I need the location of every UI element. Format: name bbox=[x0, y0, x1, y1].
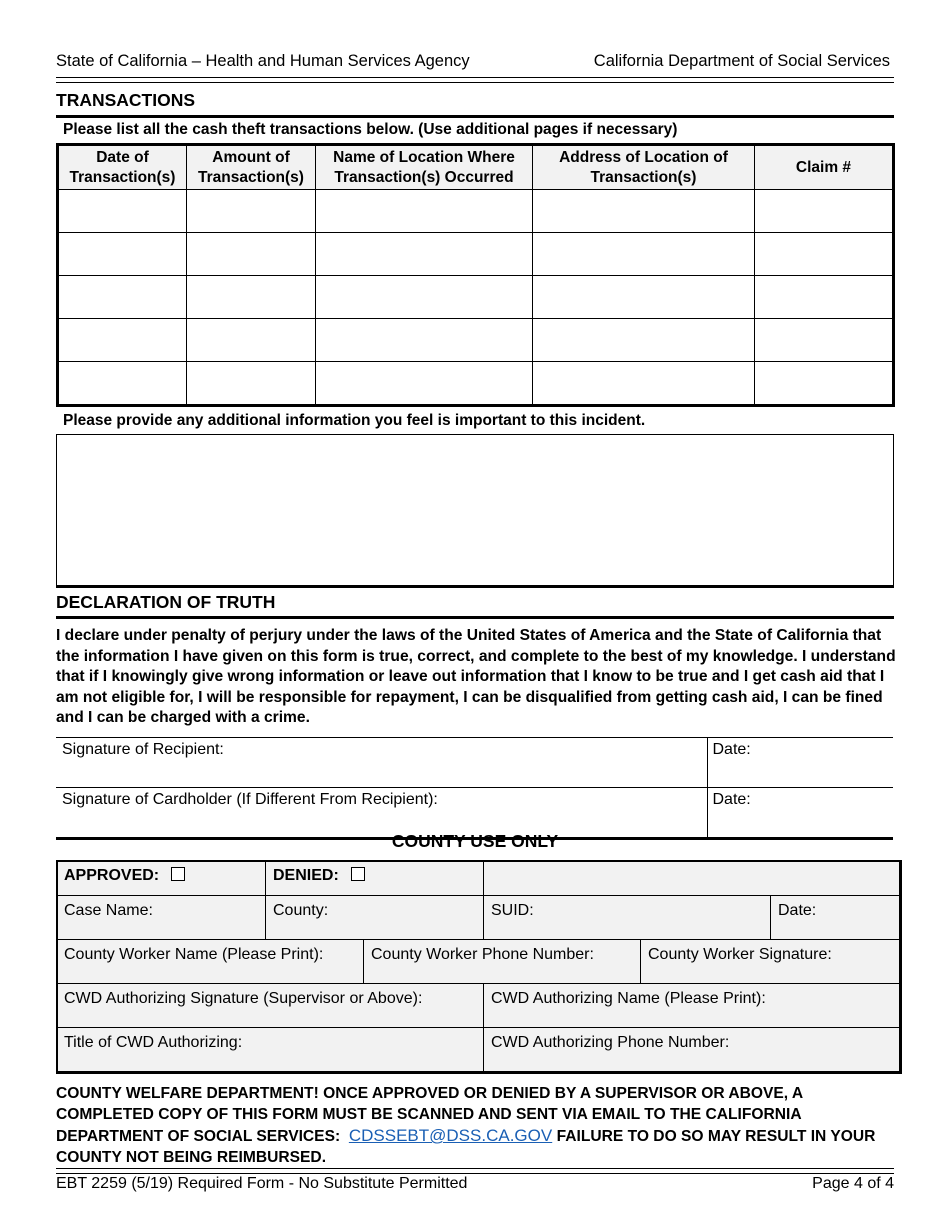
table-cell-input[interactable] bbox=[187, 276, 316, 319]
worker-signature-field[interactable] bbox=[641, 940, 902, 985]
transactions-rule bbox=[56, 115, 894, 118]
county-row-case bbox=[56, 895, 902, 941]
recipient-signature-row bbox=[56, 738, 893, 788]
suid-field[interactable] bbox=[484, 896, 771, 941]
county-row-worker bbox=[56, 939, 902, 985]
cardholder-date-label: Date: bbox=[712, 791, 751, 808]
table-cell-input[interactable] bbox=[533, 276, 755, 319]
county-row-cwd-auth bbox=[56, 983, 902, 1029]
table-cell-input[interactable] bbox=[58, 362, 187, 406]
column-header-claim: Claim # bbox=[755, 145, 894, 190]
table-cell-input[interactable] bbox=[58, 276, 187, 319]
county-row-approval bbox=[56, 860, 902, 897]
approved-checkbox[interactable] bbox=[171, 867, 185, 881]
table-cell-input[interactable] bbox=[533, 233, 755, 276]
table-cell-input[interactable] bbox=[316, 319, 533, 362]
table-row bbox=[58, 319, 894, 362]
recipient-date-label: Date: bbox=[712, 741, 751, 758]
table-cell-input[interactable] bbox=[755, 362, 894, 406]
county-notice bbox=[56, 1083, 901, 1168]
department-name: California Department of Social Services bbox=[593, 52, 890, 70]
cwd-signature-label: CWD Authorizing Signature (Supervisor or Above): bbox=[64, 990, 423, 1007]
table-cell-input[interactable] bbox=[316, 362, 533, 406]
recipient-signature-field[interactable] bbox=[56, 738, 707, 788]
cwd-title-label: Title of CWD Authorizing: bbox=[64, 1034, 243, 1051]
table-cell-input[interactable] bbox=[187, 362, 316, 406]
table-cell-input[interactable] bbox=[58, 190, 187, 233]
column-header-location-name: Name of Location Where Transaction(s) Occurred bbox=[316, 145, 533, 190]
table-cell-input[interactable] bbox=[187, 233, 316, 276]
declaration-text: I declare under penalty of perjury under the laws of the United States of America and the State of California that the information I have given on this form is true, correct, and complete to the best of my knowledge. I understand that if I knowingly give wrong information or leave out information that I know to be true and I get cash aid that I am not eligible for, I will be responsible for repayment, I can be disqualified from getting cash aid, I can be fined and I can be charged with a crime. bbox=[56, 627, 896, 726]
notice-email-link[interactable]: CDSSEBT@DSS.CA.GOV bbox=[348, 1126, 553, 1145]
table-row bbox=[58, 362, 894, 406]
column-header-location-address: Address of Location of Transaction(s) bbox=[533, 145, 755, 190]
cardholder-signature-label: Signature of Cardholder (If Different From Recipient): bbox=[62, 791, 438, 808]
county-date-field[interactable] bbox=[771, 896, 902, 941]
page-number: Page 4 of 4 bbox=[812, 1175, 894, 1192]
county-label: County: bbox=[273, 902, 329, 919]
agency-name: State of California – Health and Human Services Agency bbox=[56, 52, 470, 70]
header-rule bbox=[56, 77, 894, 83]
column-header-date: Date of Transaction(s) bbox=[58, 145, 187, 190]
table-cell-input[interactable] bbox=[187, 319, 316, 362]
denied-cell[interactable] bbox=[266, 861, 484, 897]
case-name-label: Case Name: bbox=[64, 902, 153, 919]
table-cell-input[interactable] bbox=[755, 319, 894, 362]
table-cell-input[interactable] bbox=[316, 190, 533, 233]
county-field[interactable] bbox=[266, 896, 484, 941]
worker-signature-label: County Worker Signature: bbox=[648, 946, 832, 963]
notice-text-after: FAILURE TO DO SO MAY RESULT IN YOUR COUNTY NOT BEING REIMBURSED. bbox=[56, 1128, 876, 1166]
table-cell-input[interactable] bbox=[316, 276, 533, 319]
worker-phone-field[interactable] bbox=[364, 940, 641, 985]
transactions-header-row bbox=[58, 145, 894, 190]
additional-info-field[interactable] bbox=[56, 434, 894, 588]
denied-checkbox[interactable] bbox=[351, 867, 365, 881]
approval-blank-cell bbox=[484, 861, 902, 897]
table-row bbox=[58, 233, 894, 276]
transactions-instruction: Please list all the cash theft transactions below. (Use additional pages if necessary) bbox=[63, 121, 678, 138]
recipient-date-field[interactable] bbox=[707, 738, 893, 788]
signature-table bbox=[56, 737, 893, 840]
table-cell-input[interactable] bbox=[755, 190, 894, 233]
table-cell-input[interactable] bbox=[755, 233, 894, 276]
table-cell-input[interactable] bbox=[187, 190, 316, 233]
cwd-title-field[interactable] bbox=[57, 1028, 484, 1074]
approved-cell[interactable] bbox=[57, 861, 266, 897]
table-cell-input[interactable] bbox=[58, 233, 187, 276]
cwd-name-label: CWD Authorizing Name (Please Print): bbox=[491, 990, 766, 1007]
table-row bbox=[58, 276, 894, 319]
approved-label: APPROVED: bbox=[64, 867, 160, 884]
county-date-label: Date: bbox=[778, 902, 817, 919]
denied-label: DENIED: bbox=[273, 867, 339, 884]
county-use-title: COUNTY USE ONLY bbox=[391, 831, 559, 851]
case-name-field[interactable] bbox=[57, 896, 266, 941]
notice-text-before: COUNTY WELFARE DEPARTMENT! ONCE APPROVED OR DENIED BY A SUPERVISOR OR ABOVE, A COMPLETED COPY OF THIS FORM MUST BE SCANNED AND SENT VIA EMAIL TO THE CALIFORNIA DEPARTMENT OF SOCIAL SERVICES: bbox=[56, 1085, 803, 1145]
declaration-title: DECLARATION OF TRUTH bbox=[56, 592, 276, 612]
table-cell-input[interactable] bbox=[533, 319, 755, 362]
worker-name-field[interactable] bbox=[57, 940, 364, 985]
worker-name-label: County Worker Name (Please Print): bbox=[64, 946, 324, 963]
county-row-cwd-title bbox=[56, 1027, 902, 1074]
table-cell-input[interactable] bbox=[316, 233, 533, 276]
footer-rule bbox=[56, 1168, 894, 1174]
transactions-title: TRANSACTIONS bbox=[56, 90, 196, 110]
worker-phone-label: County Worker Phone Number: bbox=[371, 946, 594, 963]
table-cell-input[interactable] bbox=[58, 319, 187, 362]
column-header-amount: Amount of Transaction(s) bbox=[187, 145, 316, 190]
form-id: EBT 2259 (5/19) Required Form - No Substitute Permitted bbox=[56, 1175, 468, 1192]
table-cell-input[interactable] bbox=[533, 362, 755, 406]
transactions-table bbox=[56, 143, 895, 407]
declaration-rule bbox=[56, 616, 894, 619]
recipient-signature-label: Signature of Recipient: bbox=[62, 741, 224, 758]
cwd-name-field[interactable] bbox=[484, 984, 902, 1029]
cwd-phone-field[interactable] bbox=[484, 1028, 902, 1074]
cwd-signature-field[interactable] bbox=[57, 984, 484, 1029]
cwd-phone-label: CWD Authorizing Phone Number: bbox=[491, 1034, 730, 1051]
table-row bbox=[58, 190, 894, 233]
additional-info-prompt: Please provide any additional information you feel is important to this incident. bbox=[63, 412, 646, 429]
table-cell-input[interactable] bbox=[755, 276, 894, 319]
table-cell-input[interactable] bbox=[533, 190, 755, 233]
suid-label: SUID: bbox=[491, 902, 534, 919]
